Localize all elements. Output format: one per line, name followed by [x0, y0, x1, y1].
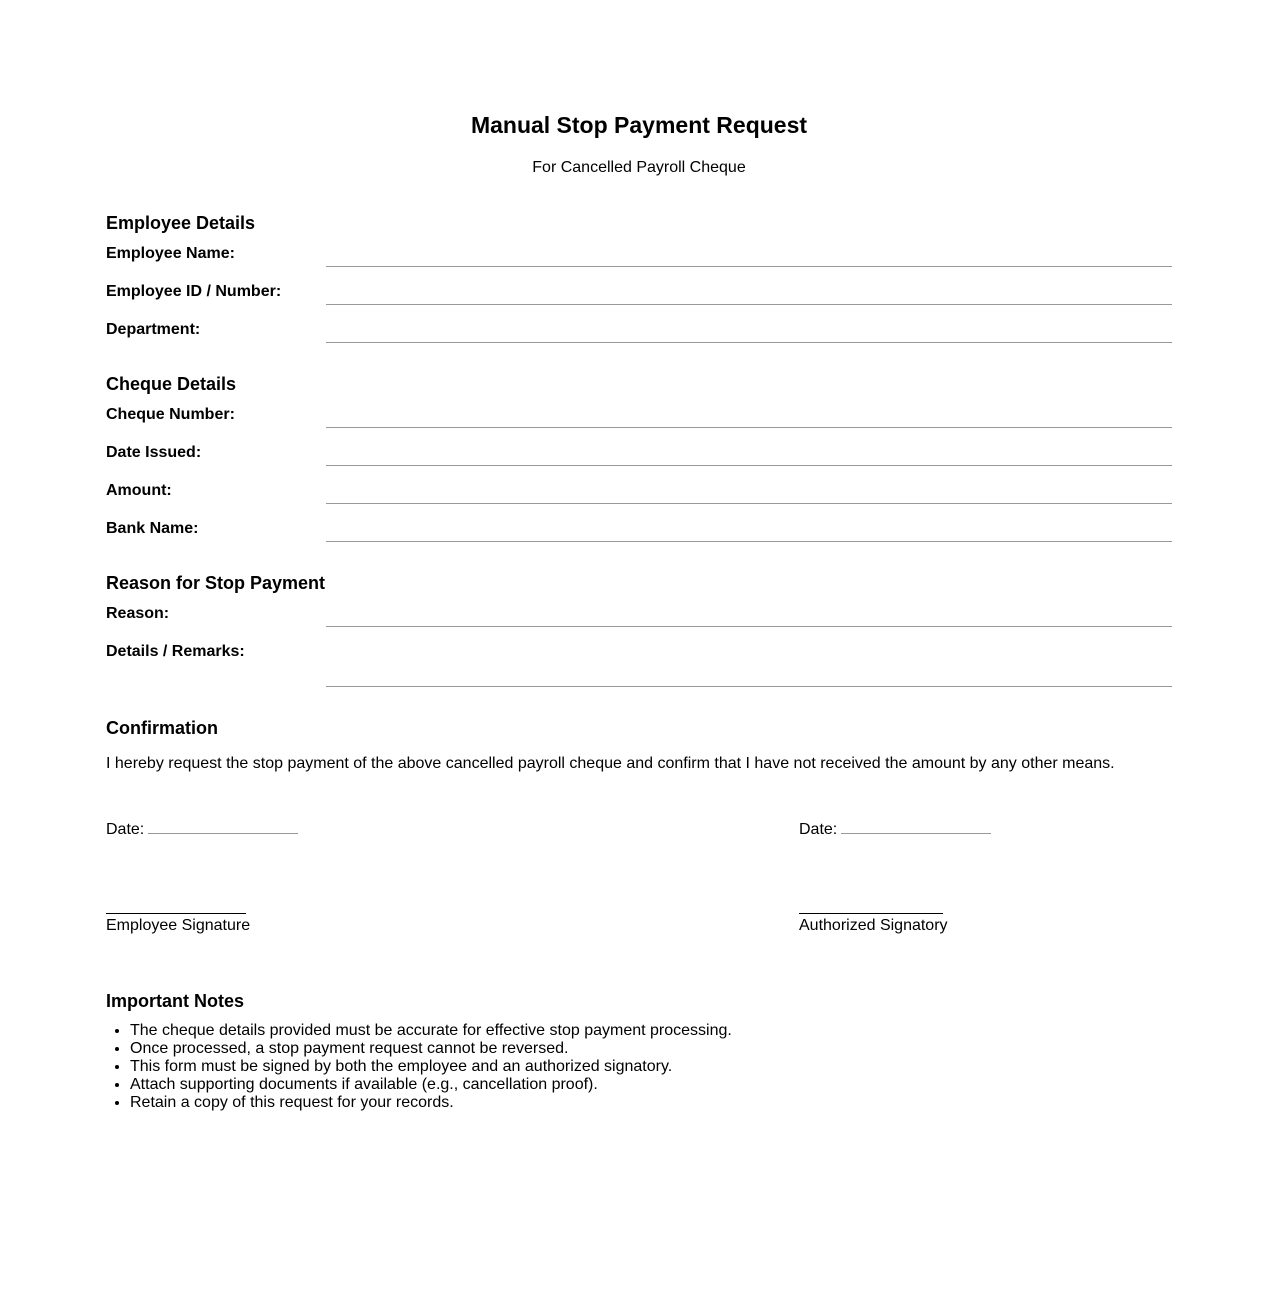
confirmation-heading: Confirmation — [106, 718, 218, 738]
important-notes-heading: Important Notes — [106, 991, 245, 1011]
page-title: Manual Stop Payment Request — [470, 112, 808, 138]
notes-list — [106, 1022, 732, 1112]
note-item: • The cheque details provided must be accurate for effective stop payment processing. — [130, 1022, 732, 1040]
cheque-number-field[interactable] — [326, 427, 1172, 428]
note-item: • This form must be signed by both the employee and an authorized signatory. — [130, 1058, 732, 1076]
authorized-date-label: Date: — [799, 821, 838, 838]
employee-id-label: Employee ID / Number: — [106, 283, 282, 300]
department-label: Department: — [106, 321, 201, 338]
employee-signature-line[interactable] — [106, 913, 246, 914]
reason-label: Reason: — [106, 605, 170, 622]
employee-date-row — [106, 821, 298, 839]
authorized-signature-line[interactable] — [799, 913, 943, 914]
confirmation-text: I hereby request the stop payment of the above cancelled payroll cheque and confirm that I have not received the amount by any other means. — [106, 755, 1115, 772]
note-item: • Once processed, a stop payment request cannot be reversed. — [130, 1040, 732, 1058]
bank-name-field[interactable] — [326, 541, 1172, 542]
reason-field[interactable] — [326, 626, 1172, 627]
employee-name-label: Employee Name: — [106, 245, 235, 262]
amount-field[interactable] — [326, 503, 1172, 504]
employee-id-field[interactable] — [326, 304, 1172, 305]
amount-label: Amount: — [106, 482, 172, 499]
date-issued-label: Date Issued: — [106, 444, 202, 461]
note-item: • Attach supporting documents if available (e.g., cancellation proof). — [130, 1076, 732, 1094]
note-item: • Retain a copy of this request for your records. — [130, 1094, 732, 1112]
details-remarks-field[interactable] — [326, 686, 1172, 687]
bank-name-label: Bank Name: — [106, 520, 199, 537]
employee-details-heading: Employee Details — [106, 213, 256, 233]
reason-heading: Reason for Stop Payment — [106, 573, 326, 593]
employee-date-field[interactable] — [148, 833, 298, 834]
cheque-number-label: Cheque Number: — [106, 406, 235, 423]
cheque-details-heading: Cheque Details — [106, 374, 237, 394]
employee-date-label: Date: — [106, 821, 145, 838]
department-field[interactable] — [326, 342, 1172, 343]
authorized-date-field[interactable] — [841, 833, 991, 834]
details-remarks-label: Details / Remarks: — [106, 643, 245, 660]
page-subtitle: For Cancelled Payroll Cheque — [532, 159, 746, 176]
employee-signature-label: Employee Signature — [106, 917, 251, 934]
employee-name-field[interactable] — [326, 266, 1172, 267]
authorized-date-row — [799, 821, 991, 839]
authorized-signature-label: Authorized Signatory — [799, 917, 948, 934]
date-issued-field[interactable] — [326, 465, 1172, 466]
